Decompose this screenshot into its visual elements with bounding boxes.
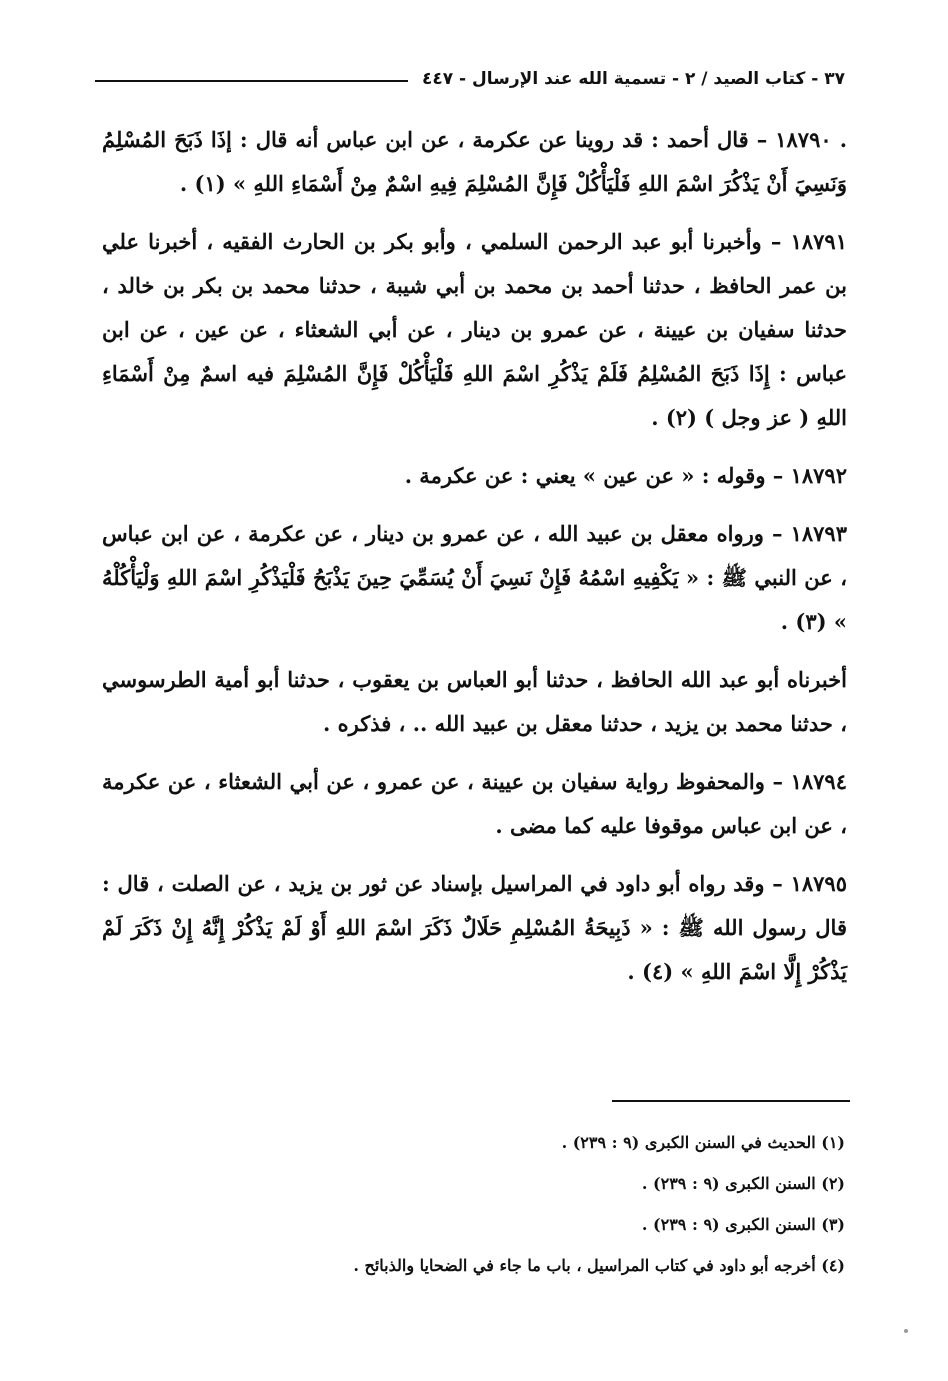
running-header-text: ٣٧ - كتاب الصيد / ٢ - تسمية الله عند الإرسال - ٤٤٧ [422, 69, 845, 89]
paragraph-18795: ١٨٧٩٥ – وقد رواه أبو داود في المراسيل بإسناد عن ثور بن يزيد ، عن الصلت ، قال : قال رسول الله ﷺ : « ذَبِيحَةُ المُسْلِمِ حَلَالٌ ذَكَرَ اسْمَ اللهِ أَوْ لَمْ يَذْكُرْ إِنَّهُ إِنْ ذَكَرَ لَمْ يَذْكُرْ إِلَّا اسْمَ اللهِ » (٤) . [102, 871, 847, 984]
paragraph-18794: ١٨٧٩٤ – والمحفوظ رواية سفيان بن عيينة ، عن عمرو ، عن أبي الشعثاء ، عن عكرمة ، عن ابن عباس موقوفا عليه كما مضى . [102, 769, 847, 838]
paragraph-18790: . ١٨٧٩٠ – قال أحمد : قد روينا عن عكرمة ، عن ابن عباس أنه قال : إذَا ذَبَحَ المُسْلِمُ وَنَسِيَ أَنْ يَذْكُرَ اسْمَ اللهِ فَلْيَأْكُلْ فَإِنَّ المُسْلِمَ فِيهِ اسْمٌ مِنْ أَسْمَاءِ اللهِ » (١) . [102, 127, 848, 196]
footnotes [180, 1122, 845, 1286]
main-text [102, 118, 847, 1008]
paragraph-unnumbered: أخبرناه أبو عبد الله الحافظ ، حدثنا أبو العباس بن يعقوب ، حدثنا أبو أمية الطرسوسي ، حدثنا محمد بن يزيد ، حدثنا معقل بن عبيد الله .. ، فذكره . [102, 667, 847, 736]
paragraph-18793: ١٨٧٩٣ – ورواه معقل بن عبيد الله ، عن عمرو بن دينار ، عن عكرمة ، عن ابن عباس ، عن النبي ﷺ : « يَكْفِيهِ اسْمُهُ فَإِنْ نَسِيَ أَنْ يُسَمِّيَ حِينَ يَذْبَحُ فَلْيَذْكُرِ اسْمَ اللهِ وَلْيَأْكُلْهُ » (٣) . [102, 521, 847, 634]
paragraph-18791: ١٨٧٩١ – وأخبرنا أبو عبد الرحمن السلمي ، وأبو بكر بن الحارث الفقيه ، أخبرنا علي بن عمر الحافظ ، حدثنا أحمد بن محمد بن أبي شيبة ، حدثنا محمد بن بكر بن خالد ، حدثنا سفيان بن عيينة ، عن عمرو بن دينار ، عن أبي الشعثاء ، عن عين ، عن ابن عباس : إِذَا ذَبَحَ المُسْلِمُ فَلَمْ يَذْكُرِ اسْمَ اللهِ فَلْيَأْكُلْ فَإِنَّ المُسْلِمَ فيه اسمٌ مِنْ أَسْمَاءِ اللهِ ( عز وجل ) (٢) . [102, 229, 847, 430]
running-header [95, 62, 845, 96]
scan-speck [904, 1329, 908, 1333]
footnote-3: (٣) السنن الكبرى (٩ : ٢٣٩) . [641, 1215, 845, 1234]
footnote-1: (١) الحديث في السنن الكبرى (٩ : ٢٣٩) . [561, 1133, 845, 1152]
footnote-2: (٢) السنن الكبرى (٩ : ٢٣٩) . [641, 1174, 845, 1193]
header-rule [95, 80, 408, 82]
footnote-separator [612, 1100, 850, 1102]
paragraph-18792: ١٨٧٩٢ – وقوله : « عن عين » يعني : عن عكرمة . [404, 463, 847, 488]
footnote-4: (٤) أخرجه أبو داود في كتاب المراسيل ، باب ما جاء في الضحايا والذبائح . [353, 1256, 845, 1275]
